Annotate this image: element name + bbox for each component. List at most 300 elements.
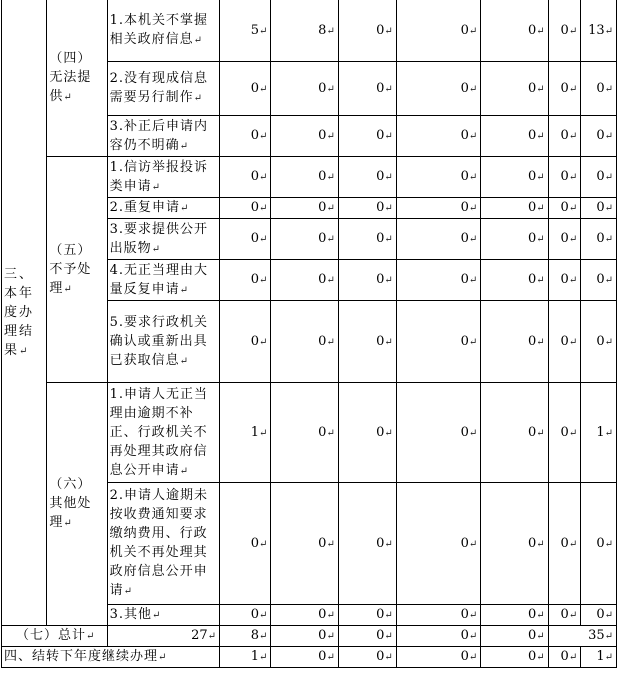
paragraph-mark-icon: ↵ xyxy=(326,538,335,550)
value-cell xyxy=(548,0,581,62)
cell-text: 0 xyxy=(460,333,469,349)
value-cell xyxy=(481,260,548,301)
item-label-cell xyxy=(107,605,219,626)
paragraph-mark-icon: ↵ xyxy=(468,234,478,245)
cell-text: 0 xyxy=(376,607,385,622)
cell-text: 1 xyxy=(250,649,260,664)
cell-text: 0 xyxy=(596,200,605,215)
value-cell xyxy=(481,116,548,157)
paragraph-mark-icon: ↵ xyxy=(63,283,73,295)
value-cell xyxy=(220,483,271,605)
cell-text: 0 xyxy=(596,169,605,184)
cell-text: 0 xyxy=(250,607,260,622)
cell-text: 0 xyxy=(560,200,569,215)
value-cell xyxy=(220,219,271,260)
value-cell xyxy=(481,301,548,383)
paragraph-mark-icon: ↵ xyxy=(604,610,613,621)
value-cell xyxy=(396,483,480,605)
value-cell xyxy=(338,198,396,219)
cell-text: 0 xyxy=(250,272,260,287)
paragraph-mark-icon: ↵ xyxy=(604,203,613,214)
cell-text: 0 xyxy=(318,424,327,440)
cell-text: 0 xyxy=(318,607,327,622)
value-cell xyxy=(548,62,581,116)
paragraph-mark-icon: ↵ xyxy=(326,610,335,621)
value-cell xyxy=(481,605,548,626)
paragraph-mark-icon: ↵ xyxy=(384,275,393,286)
cell-text: 1.信访举报投诉类申请 xyxy=(109,159,209,194)
cell-text: 0 xyxy=(560,535,569,551)
paragraph-mark-icon: ↵ xyxy=(19,345,30,357)
cell-text: 0 xyxy=(250,169,260,184)
value-cell xyxy=(481,198,548,219)
value-cell xyxy=(271,62,338,116)
value-cell xyxy=(548,157,581,198)
cell-text: 0 xyxy=(528,628,537,643)
cell-text: 0 xyxy=(460,22,469,38)
cell-text: 0 xyxy=(528,22,537,38)
paragraph-mark-icon: ↵ xyxy=(259,203,268,214)
cell-text: 0 xyxy=(460,628,469,643)
paragraph-mark-icon: ↵ xyxy=(536,83,545,95)
cell-text: 0 xyxy=(376,535,385,551)
cell-text: 0 xyxy=(560,272,569,287)
paragraph-mark-icon: ↵ xyxy=(536,427,545,439)
item-label-cell xyxy=(107,483,219,605)
paragraph-mark-icon: ↵ xyxy=(568,131,578,142)
paragraph-mark-icon: ↵ xyxy=(468,275,478,286)
cell-text: 0 xyxy=(318,80,327,96)
value-cell xyxy=(481,62,548,116)
paragraph-mark-icon: ↵ xyxy=(179,284,190,296)
cell-text: 0 xyxy=(528,424,537,440)
value-cell xyxy=(396,383,480,483)
cell-text: 0 xyxy=(460,200,469,215)
paragraph-mark-icon: ↵ xyxy=(384,131,393,142)
cell-text: 0 xyxy=(596,80,605,96)
cell-text: 0 xyxy=(376,231,385,246)
paragraph-mark-icon: ↵ xyxy=(568,538,578,550)
cell-text: 0 xyxy=(376,424,385,440)
paragraph-mark-icon: ↵ xyxy=(604,275,613,286)
cell-text: 0 xyxy=(318,649,327,664)
section-three-cell xyxy=(2,0,47,626)
paragraph-mark-icon: ↵ xyxy=(536,203,545,214)
value-cell xyxy=(481,157,548,198)
cell-text: 0 xyxy=(460,535,469,551)
paragraph-mark-icon: ↵ xyxy=(536,131,545,142)
value-cell xyxy=(481,483,548,605)
cell-text: 0 xyxy=(460,169,469,184)
paragraph-mark-icon: ↵ xyxy=(568,652,578,663)
value-cell xyxy=(581,260,617,301)
paragraph-mark-icon: ↵ xyxy=(604,25,613,37)
paragraph-mark-icon: ↵ xyxy=(259,131,268,142)
cell-text: 0 xyxy=(318,169,327,184)
paragraph-mark-icon: ↵ xyxy=(536,172,545,183)
value-cell xyxy=(220,301,271,383)
paragraph-mark-icon: ↵ xyxy=(259,83,268,95)
paragraph-mark-icon: ↵ xyxy=(536,336,545,348)
paragraph-mark-icon: ↵ xyxy=(568,172,578,183)
cell-text: 1 xyxy=(596,649,605,664)
cell-text: 0 xyxy=(596,535,605,551)
cell-text: 0 xyxy=(528,128,537,143)
cell-text: 0 xyxy=(460,607,469,622)
value-cell xyxy=(481,647,548,668)
value-cell xyxy=(481,0,548,62)
value-cell xyxy=(396,626,480,647)
cell-text: 0 xyxy=(460,231,469,246)
value-cell xyxy=(581,62,617,116)
cell-text: 0 xyxy=(528,272,537,287)
statistics-table xyxy=(1,0,617,668)
item-label-cell xyxy=(107,198,219,219)
paragraph-mark-icon: ↵ xyxy=(259,275,268,286)
paragraph-mark-icon: ↵ xyxy=(536,25,545,37)
paragraph-mark-icon: ↵ xyxy=(193,93,204,104)
cell-text: 5.要求行政机关确认或重新出具已获取信息 xyxy=(109,314,209,368)
cell-text: 0 xyxy=(560,649,569,664)
value-cell xyxy=(271,626,338,647)
paragraph-mark-icon: ↵ xyxy=(604,336,613,348)
paragraph-mark-icon: ↵ xyxy=(179,140,190,152)
value-cell xyxy=(338,483,396,605)
cell-text: 0 xyxy=(376,628,385,643)
paragraph-mark-icon: ↵ xyxy=(468,203,478,214)
paragraph-mark-icon: ↵ xyxy=(259,172,268,183)
cell-text: 0 xyxy=(250,80,260,96)
value-cell xyxy=(396,301,480,383)
cell-text: 三、本年度办理结果 xyxy=(4,266,35,358)
paragraph-mark-icon: ↵ xyxy=(326,275,335,286)
cell-text: 1.本机关不掌握相关政府信息 xyxy=(109,13,209,47)
paragraph-mark-icon: ↵ xyxy=(468,336,478,348)
paragraph-mark-icon: ↵ xyxy=(86,631,96,642)
paragraph-mark-icon: ↵ xyxy=(259,538,268,550)
cell-text: 2.重复申请 xyxy=(109,200,181,215)
value-cell xyxy=(271,483,338,605)
paragraph-mark-icon: ↵ xyxy=(536,610,545,621)
cell-text: 0 xyxy=(376,272,385,287)
value-cell xyxy=(581,383,617,483)
value-cell xyxy=(220,198,271,219)
cell-text: 0 xyxy=(460,80,469,96)
cell-text: 1 xyxy=(250,424,260,440)
cell-text: 27 xyxy=(191,628,208,643)
group-cell xyxy=(47,383,107,626)
paragraph-mark-icon: ↵ xyxy=(384,652,393,663)
paragraph-mark-icon: ↵ xyxy=(384,631,393,642)
value-cell xyxy=(548,301,581,383)
value-cell xyxy=(396,0,480,62)
value-cell xyxy=(271,260,338,301)
value-cell xyxy=(396,62,480,116)
value-cell xyxy=(271,301,338,383)
cell-text: 35 xyxy=(588,628,605,643)
paragraph-mark-icon: ↵ xyxy=(536,652,545,663)
cell-text: 2.申请人逾期未按收费通知要求缴纳费用、行政机关不再处理其政府信息公开申请 xyxy=(109,488,209,598)
paragraph-mark-icon: ↵ xyxy=(151,243,162,255)
paragraph-mark-icon: ↵ xyxy=(568,610,578,621)
value-cell xyxy=(396,605,480,626)
item-label-cell xyxy=(107,62,219,116)
value-cell xyxy=(548,605,581,626)
paragraph-mark-icon: ↵ xyxy=(326,203,335,214)
paragraph-mark-icon: ↵ xyxy=(468,25,478,37)
cell-text: 0 xyxy=(560,169,569,184)
paragraph-mark-icon: ↵ xyxy=(468,427,478,439)
paragraph-mark-icon: ↵ xyxy=(604,83,613,95)
paragraph-mark-icon: ↵ xyxy=(384,172,393,183)
value-cell xyxy=(338,647,396,668)
cell-text: 0 xyxy=(560,80,569,96)
paragraph-mark-icon: ↵ xyxy=(468,131,478,142)
value-cell xyxy=(548,219,581,260)
value-cell xyxy=(271,383,338,483)
cell-text: 0 xyxy=(318,535,327,551)
table-row xyxy=(2,383,617,483)
paragraph-mark-icon: ↵ xyxy=(326,427,335,439)
value-cell xyxy=(220,62,271,116)
value-cell xyxy=(220,157,271,198)
cell-text: 8 xyxy=(318,22,327,38)
cell-text: 0 xyxy=(528,231,537,246)
value-cell xyxy=(220,605,271,626)
paragraph-mark-icon: ↵ xyxy=(384,234,393,245)
cell-text: 0 xyxy=(250,128,260,143)
cell-text: 4.无正当理由大量反复申请 xyxy=(109,262,209,297)
cell-text: 0 xyxy=(376,169,385,184)
cell-text: 0 xyxy=(250,200,260,215)
cell-text: 0 xyxy=(376,200,385,215)
item-label-cell xyxy=(107,116,219,157)
cell-text: 0 xyxy=(528,607,537,622)
cell-text: （五）不予处理 xyxy=(49,242,92,296)
item-label-cell xyxy=(107,383,219,483)
paragraph-mark-icon: ↵ xyxy=(151,181,162,193)
paragraph-mark-icon: ↵ xyxy=(326,652,335,663)
paragraph-mark-icon: ↵ xyxy=(604,427,613,439)
value-cell xyxy=(581,116,617,157)
cell-text: 3.补正后申请内容仍不明确 xyxy=(109,118,209,153)
value-cell xyxy=(220,383,271,483)
value-cell xyxy=(548,260,581,301)
cell-text: 0 xyxy=(596,333,605,349)
paragraph-mark-icon: ↵ xyxy=(536,538,545,550)
value-cell xyxy=(396,198,480,219)
item-label-cell xyxy=(107,301,219,383)
cell-text: 0 xyxy=(528,333,537,349)
paragraph-mark-icon: ↵ xyxy=(326,131,335,142)
carry-over-row xyxy=(2,647,617,668)
carry-over-label-cell xyxy=(2,647,220,668)
value-cell xyxy=(581,647,617,668)
cell-text: （六）其他处理 xyxy=(49,477,92,530)
value-cell xyxy=(220,626,271,647)
value-cell xyxy=(338,260,396,301)
paragraph-mark-icon: ↵ xyxy=(326,83,335,95)
paragraph-mark-icon: ↵ xyxy=(468,172,478,183)
paragraph-mark-icon: ↵ xyxy=(468,610,478,621)
cell-text: 0 xyxy=(560,128,569,143)
cell-text: 0 xyxy=(460,272,469,287)
value-cell xyxy=(396,219,480,260)
paragraph-mark-icon: ↵ xyxy=(259,25,268,37)
cell-text: 1.申请人无正当理由逾期不补正、行政机关不再处理其政府信息公开申请 xyxy=(109,386,209,478)
paragraph-mark-icon: ↵ xyxy=(207,631,217,642)
cell-text: 5 xyxy=(250,22,260,38)
value-cell xyxy=(220,116,271,157)
cell-text: 0 xyxy=(460,128,469,143)
paragraph-mark-icon: ↵ xyxy=(536,631,545,642)
paragraph-mark-icon: ↵ xyxy=(179,465,190,477)
value-cell xyxy=(338,219,396,260)
value-cell xyxy=(220,260,271,301)
value-cell xyxy=(338,0,396,62)
cell-text: 0 xyxy=(528,169,537,184)
cell-text: 0 xyxy=(560,607,569,622)
cell-text: 0 xyxy=(528,649,537,664)
cell-text: 2.没有现成信息需要另行制作 xyxy=(109,71,209,105)
value-cell xyxy=(338,157,396,198)
paragraph-mark-icon: ↵ xyxy=(604,652,613,663)
value-cell xyxy=(338,62,396,116)
cell-text: 0 xyxy=(560,333,569,349)
value-cell xyxy=(338,301,396,383)
paragraph-mark-icon: ↵ xyxy=(259,234,268,245)
cell-text: 四、结转下年度继续办理 xyxy=(4,649,159,664)
paragraph-mark-icon: ↵ xyxy=(326,172,335,183)
cell-text: 0 xyxy=(250,333,260,349)
paragraph-mark-icon: ↵ xyxy=(259,336,268,348)
paragraph-mark-icon: ↵ xyxy=(604,131,613,142)
value-cell xyxy=(581,605,617,626)
cell-text: 0 xyxy=(318,628,327,643)
paragraph-mark-icon: ↵ xyxy=(384,427,393,439)
paragraph-mark-icon: ↵ xyxy=(326,234,335,245)
cell-text: 0 xyxy=(318,333,327,349)
paragraph-mark-icon: ↵ xyxy=(384,538,393,550)
cell-text: 0 xyxy=(376,649,385,664)
paragraph-mark-icon: ↵ xyxy=(180,203,190,214)
paragraph-mark-icon: ↵ xyxy=(259,610,268,621)
value-cell xyxy=(581,301,617,383)
table-row xyxy=(2,0,617,62)
value-cell xyxy=(548,383,581,483)
value-cell xyxy=(581,157,617,198)
cell-text: 13 xyxy=(588,22,605,38)
paragraph-mark-icon: ↵ xyxy=(468,652,478,663)
item-label-cell xyxy=(107,0,219,62)
value-cell xyxy=(271,116,338,157)
cell-text: 0 xyxy=(376,333,385,349)
paragraph-mark-icon: ↵ xyxy=(384,83,393,95)
paragraph-mark-icon: ↵ xyxy=(604,172,613,183)
value-cell xyxy=(107,626,219,647)
cell-text: 0 xyxy=(376,80,385,96)
cell-text: 8 xyxy=(250,628,260,643)
value-cell xyxy=(396,260,480,301)
value-cell xyxy=(396,157,480,198)
value-cell xyxy=(271,157,338,198)
paragraph-mark-icon: ↵ xyxy=(568,275,578,286)
paragraph-mark-icon: ↵ xyxy=(158,652,168,663)
value-cell xyxy=(338,626,396,647)
value-cell xyxy=(581,0,617,62)
table-row xyxy=(2,157,617,198)
value-cell xyxy=(548,483,581,605)
paragraph-mark-icon: ↵ xyxy=(568,83,578,95)
cell-text: 0 xyxy=(250,231,260,246)
cell-text: 0 xyxy=(528,535,537,551)
value-cell xyxy=(548,647,581,668)
cell-text: 0 xyxy=(528,200,537,215)
paragraph-mark-icon: ↵ xyxy=(468,631,478,642)
paragraph-mark-icon: ↵ xyxy=(63,92,73,103)
value-cell xyxy=(548,198,581,219)
cell-text: （七）总计 xyxy=(16,628,87,643)
cell-text: 0 xyxy=(460,424,469,440)
value-cell xyxy=(396,116,480,157)
cell-text: 0 xyxy=(596,231,605,246)
paragraph-mark-icon: ↵ xyxy=(179,355,190,367)
value-cell xyxy=(396,647,480,668)
paragraph-mark-icon: ↵ xyxy=(384,203,393,214)
paragraph-mark-icon: ↵ xyxy=(604,234,613,245)
value-cell xyxy=(220,0,271,62)
cell-text: 0 xyxy=(528,80,537,96)
paragraph-mark-icon: ↵ xyxy=(259,652,268,663)
paragraph-mark-icon: ↵ xyxy=(63,518,73,529)
paragraph-mark-icon: ↵ xyxy=(468,83,478,95)
paragraph-mark-icon: ↵ xyxy=(604,631,613,642)
paragraph-mark-icon: ↵ xyxy=(152,610,162,621)
cell-text: 3.要求提供公开出版物 xyxy=(109,221,209,256)
cell-text: 0 xyxy=(560,22,569,38)
value-cell xyxy=(338,383,396,483)
paragraph-mark-icon: ↵ xyxy=(568,427,578,439)
paragraph-mark-icon: ↵ xyxy=(326,631,335,642)
group-cell xyxy=(47,0,107,157)
value-cell xyxy=(481,626,548,647)
paragraph-mark-icon: ↵ xyxy=(604,538,613,550)
paragraph-mark-icon: ↵ xyxy=(536,275,545,286)
paragraph-mark-icon: ↵ xyxy=(326,25,335,37)
item-label-cell xyxy=(107,219,219,260)
cell-text: 0 xyxy=(560,231,569,246)
cell-text: 0 xyxy=(560,424,569,440)
value-cell xyxy=(271,219,338,260)
value-cell xyxy=(271,605,338,626)
cell-text: 1 xyxy=(596,424,605,440)
paragraph-mark-icon: ↵ xyxy=(568,234,578,245)
value-cell xyxy=(581,483,617,605)
value-cell xyxy=(581,219,617,260)
paragraph-mark-icon: ↵ xyxy=(568,336,578,348)
paragraph-mark-icon: ↵ xyxy=(326,336,335,348)
value-cell xyxy=(271,0,338,62)
cell-text: 0 xyxy=(596,607,605,622)
paragraph-mark-icon: ↵ xyxy=(468,538,478,550)
paragraph-mark-icon: ↵ xyxy=(259,631,268,642)
cell-text: （四）无法提供 xyxy=(49,51,92,104)
value-cell xyxy=(338,116,396,157)
paragraph-mark-icon: ↵ xyxy=(259,427,268,439)
group-cell xyxy=(47,157,107,383)
value-cell xyxy=(271,647,338,668)
value-cell xyxy=(548,626,616,647)
